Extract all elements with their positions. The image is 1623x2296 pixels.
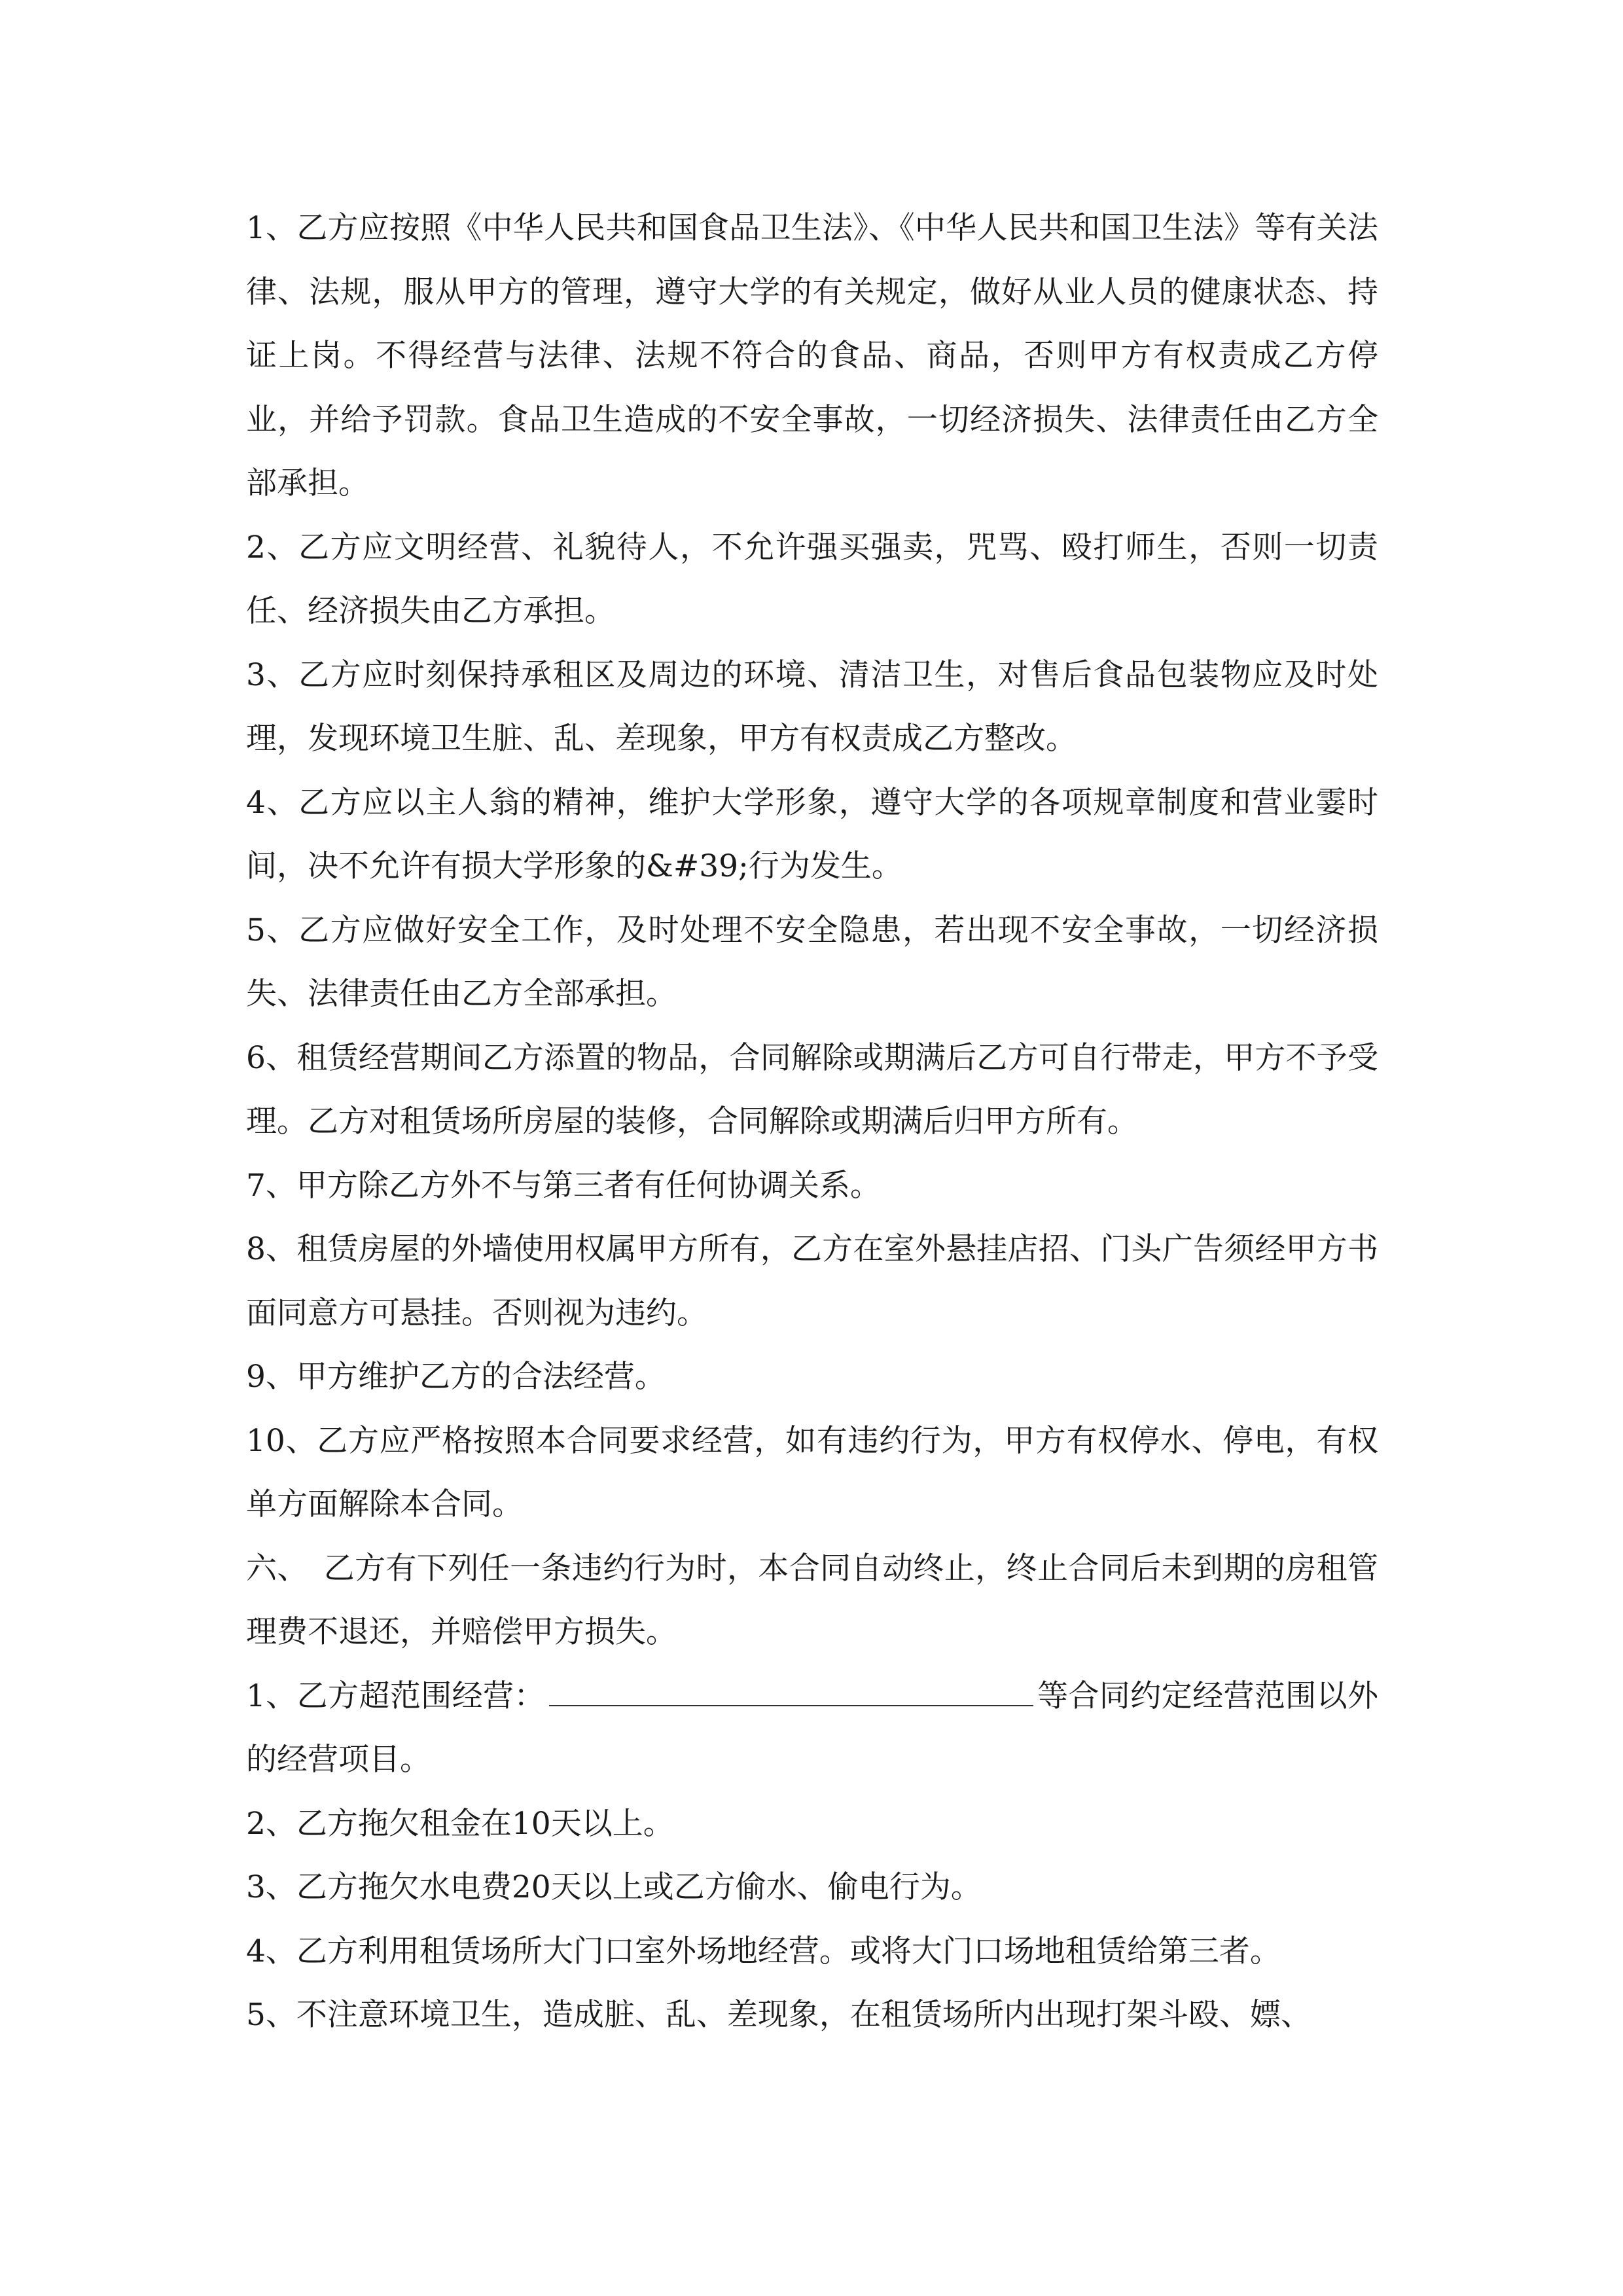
violation-item-1 <box>246 1664 1378 1792</box>
violation-item-4: 4、乙方利用租赁场所大门口室外场地经营。或将大门口场地租赁给第三者。 <box>246 1933 1281 1969</box>
clause-4: 4、乙方应以主人翁的精神，维护大学形象，遵守大学的各项规章制度和营业霎时间，决不允许有损大学形象的&#39;行为发生。 <box>246 784 1378 884</box>
section-6-heading: 六、 乙方有下列任一条违约行为时，本合同自动终止，终止合同后未到期的房租管理费不退还，并赔偿甲方损失。 <box>246 1550 1378 1650</box>
document-body <box>246 196 1378 2047</box>
clause-1: 1、乙方应按照《中华人民共和国食品卫生法》、《中华人民共和国卫生法》等有关法律、法规，服从甲方的管理，遵守大学的有关规定，做好从业人员的健康状态、持证上岗。不得经营与法律、法规不符合的食品、商品，否则甲方有权责成乙方停业，并给予罚款。食品卫生造成的不安全事故，一切经济损失、法律责任由乙方全部承担。 <box>246 210 1378 501</box>
violation-item-5: 5、不注意环境卫生，造成脏、乱、差现象，在租赁场所内出现打架斗殴、嫖、 <box>246 1997 1311 2033</box>
clause-10: 10、乙方应严格按照本合同要求经营，如有违约行为，甲方有权停水、停电，有权单方面解除本合同。 <box>246 1422 1378 1522</box>
clause-5: 5、乙方应做好安全工作，及时处理不安全隐患，若出现不安全事故，一切经济损失、法律责任由乙方全部承担。 <box>246 912 1378 1012</box>
clause-7: 7、甲方除乙方外不与第三者有任何协调关系。 <box>246 1167 881 1204</box>
violation-item-1-suffix: 等合同约定经营范围以外的经营项目。 <box>246 1677 1379 1778</box>
fill-in-blank <box>549 1666 1033 1706</box>
clause-9: 9、甲方维护乙方的合法经营。 <box>246 1359 666 1395</box>
violation-item-3: 3、乙方拖欠水电费20天以上或乙方偷水、偷电行为。 <box>246 1869 982 1905</box>
clause-3: 3、乙方应时刻保持承租区及周边的环境、清洁卫生，对售后食品包装物应及时处理，发现环境卫生脏、乱、差现象，甲方有权责成乙方整改。 <box>246 656 1378 757</box>
violation-item-2: 2、乙方拖欠租金在10天以上。 <box>246 1805 674 1842</box>
clause-8: 8、租赁房屋的外墙使用权属甲方所有，乙方在室外悬挂店招、门头广告须经甲方书面同意方可悬挂。否则视为违约。 <box>246 1231 1378 1331</box>
clause-6: 6、租赁经营期间乙方添置的物品，合同解除或期满后乙方可自行带走，甲方不予受理。乙方对租赁场所房屋的装修，合同解除或期满后归甲方所有。 <box>246 1039 1378 1139</box>
clause-2: 2、乙方应文明经营、礼貌待人，不允许强买强卖，咒骂、殴打师生，否则一切责任、经济损失由乙方承担。 <box>246 529 1378 629</box>
violation-item-1-prefix: 1、乙方超范围经营： <box>246 1677 545 1714</box>
